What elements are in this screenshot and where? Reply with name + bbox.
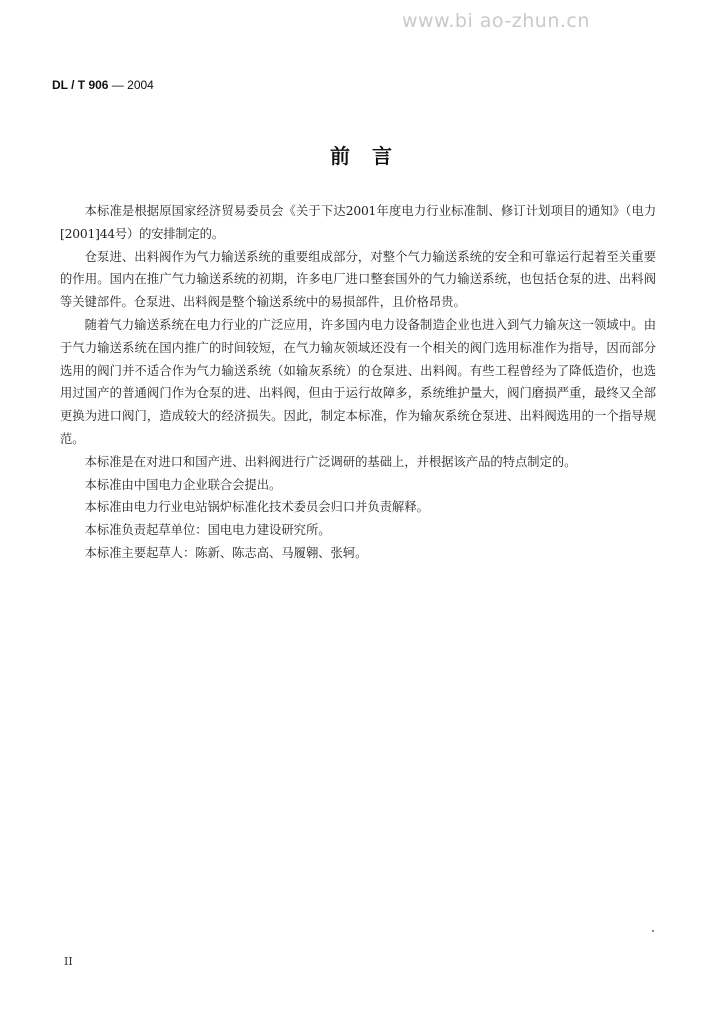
foreword-body (60, 200, 656, 565)
paragraph-drafting-unit: 本标准负责起草单位：国电电力建设研究所。 (84, 523, 331, 538)
paragraph-method: 本标准是在对进口和国产进、出料阀进行广泛调研的基础上，并根据该产品的特点制定的。 (84, 454, 577, 469)
watermark: www.bi ao-zhun.cn (402, 10, 590, 32)
paragraph-drafters: 本标准主要起草人：陈新、陈志高、马履翱、张轲。 (84, 545, 368, 560)
paragraph-interpretation: 本标准由电力行业电站锅炉标准化技术委员会归口并负责解释。 (84, 500, 429, 515)
paragraph-background: 随着气力输送系统在电力行业的广泛应用，许多国内电力设备制造企业也进入到气力输灰这一领域中。由于气力输送系统在国内推广的时间较短，在气力输灰领域还没有一个相关的阀门选用标准作为指导，因而部分选用的阀门并不适合作为气力输送系统（如输灰系统）的仓泵进、出料阀。有些工程曾经为了降低造价，也选用过国产的普通阀门作为仓泵的进、出料阀，但由于运行故障多，系统维护量大，阀门磨损严重，最终又全部更换为进口阀门，造成较大的经济损失。因此，制定本标准，作为输灰系统仓泵进、出料阀选用的一个指导规范。 (60, 317, 656, 446)
document-code-separator: — (108, 78, 128, 92)
paragraph-importance: 仓泵进、出料阀作为气力输送系统的重要组成部分，对整个气力输送系统的安全和可靠运行起着至关重要的作用。国内在推广气力输送系统的初期，许多电厂进口整套国外的气力输送系统，也包括仓泵的进、出料阀等关键部件。仓泵进、出料阀是整个输送系统中的易损部件，且价格昂贵。 (60, 249, 656, 310)
page-title: 前言 (330, 144, 414, 168)
paragraph-proposer: 本标准由中国电力企业联合会提出。 (84, 477, 282, 492)
scan-speck (652, 930, 654, 932)
document-code (52, 78, 154, 92)
paragraph-basis: 本标准是根据原国家经济贸易委员会《关于下达2001年度电力行业标准制、修订计划项目的通知》（电力[2001]44号）的安排制定的。 (60, 204, 656, 241)
page-number: II (64, 955, 73, 968)
document-code-year: 2004 (127, 78, 154, 92)
document-code-prefix: DL / T 906 (52, 78, 109, 92)
